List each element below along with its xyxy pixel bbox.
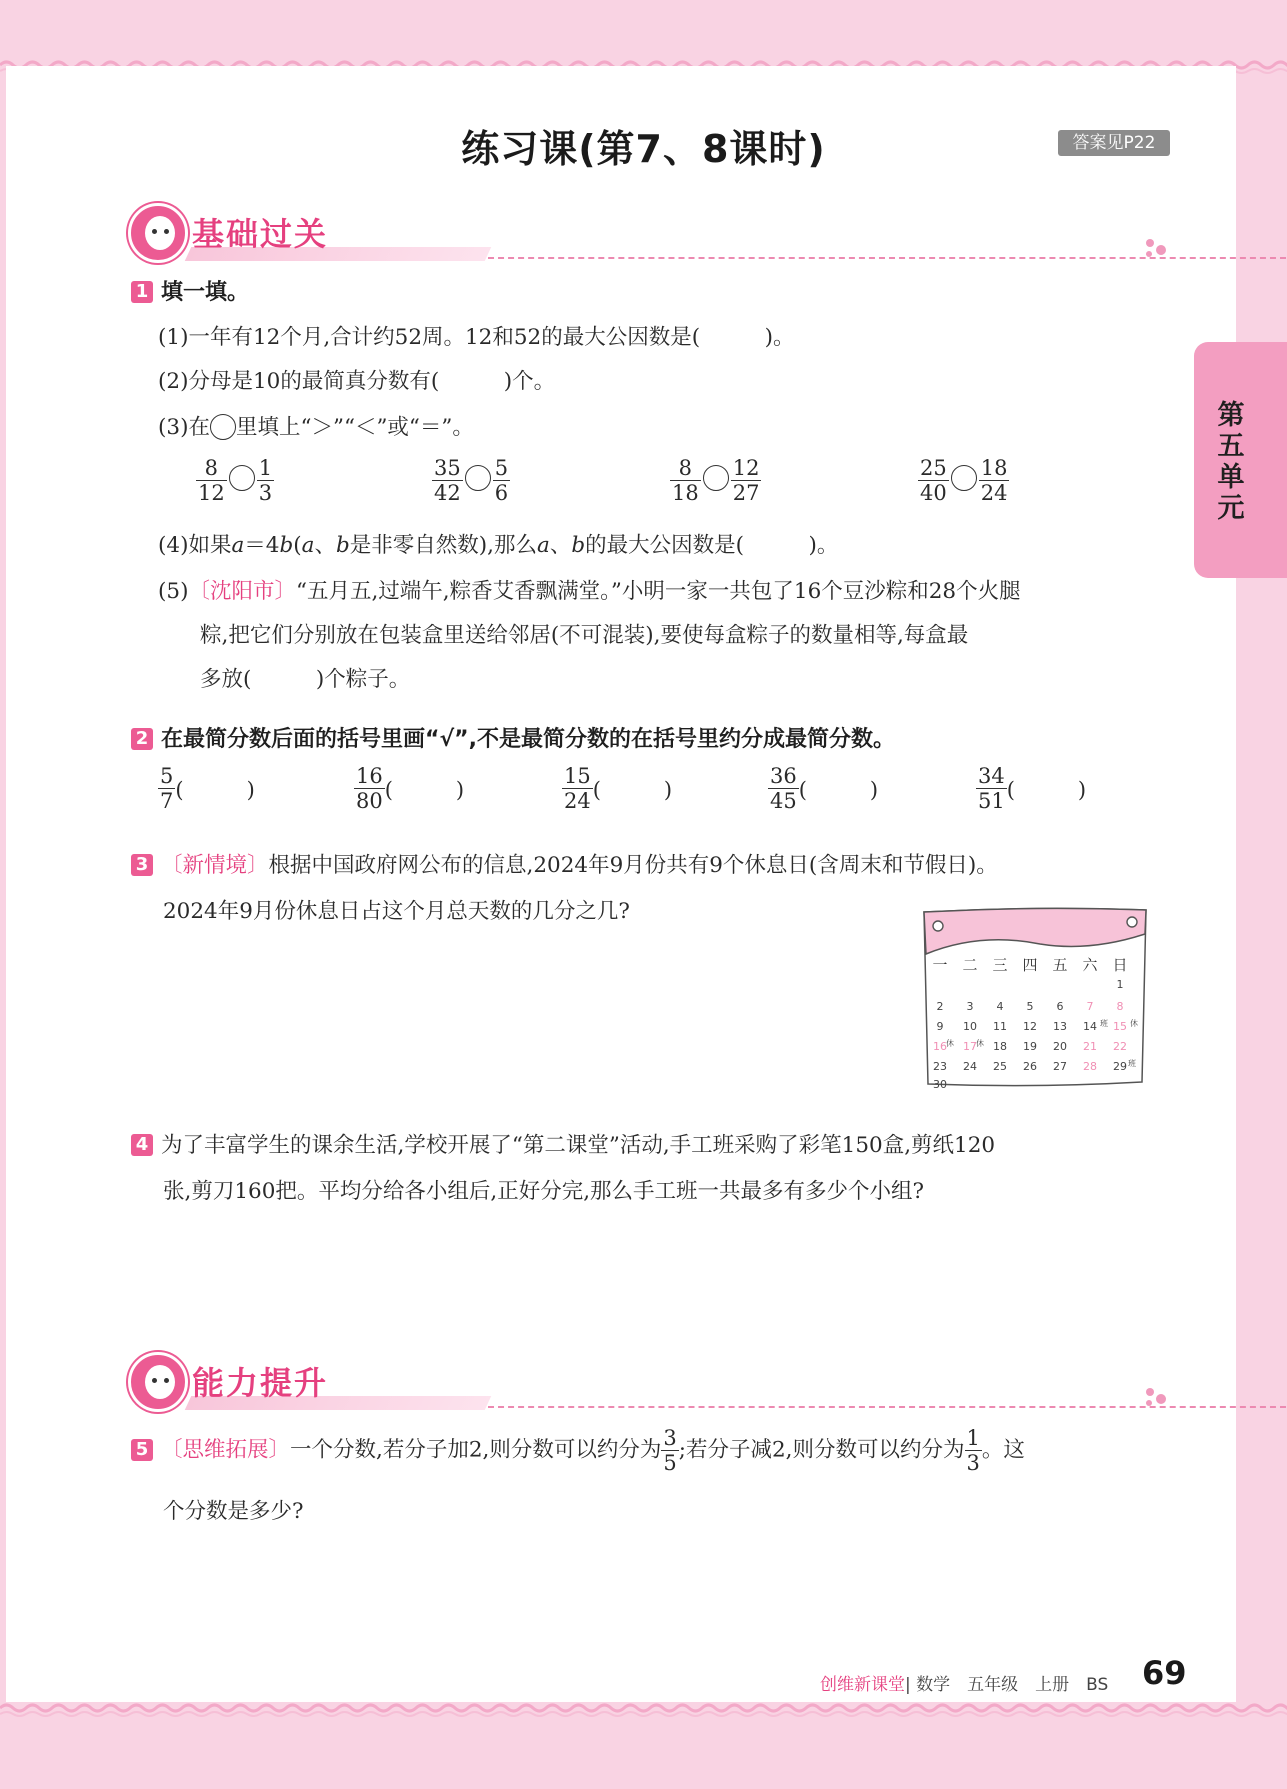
- question-number: 5: [131, 1439, 153, 1461]
- question-3-line-1: 3 〔新情境〕根据中国政府网公布的信息,2024年9月份共有9个休息日(含周末和节假日)。: [131, 848, 998, 879]
- q1-item-1: (1)一年有12个月,合计约52周。12和52的最大公因数是( )。: [158, 325, 795, 350]
- calendar-mark: 休: [946, 1039, 954, 1048]
- comparison-1: $\frac{8}{12}$ $\frac{1}{3}$: [198, 456, 273, 505]
- calendar-day: 11: [993, 1020, 1007, 1033]
- calendar-day: 26: [1023, 1060, 1037, 1073]
- calendar-day: 21: [1083, 1040, 1097, 1053]
- calendar-weekday: 三: [992, 956, 1008, 974]
- answer-parentheses[interactable]: ( ): [798, 777, 879, 802]
- calendar-day: 13: [1053, 1020, 1067, 1033]
- calendar-day: 9: [936, 1020, 944, 1033]
- compare-circle-icon: [210, 414, 236, 440]
- compare-circle-input[interactable]: [703, 465, 729, 491]
- thinking-tag: 〔思维拓展〕: [161, 1437, 291, 1463]
- calendar-ring-icon: [1127, 917, 1137, 927]
- calendar-mark: 班: [1128, 1059, 1136, 1068]
- calendar-day: 29: [1113, 1060, 1127, 1073]
- answer-reference-badge: 答案见P22: [1058, 130, 1170, 156]
- page-title: 练习课(第7、8课时): [461, 127, 826, 171]
- calendar-day: 10: [963, 1020, 977, 1033]
- calendar-mark: 班: [1100, 1019, 1108, 1028]
- question-1-header: [131, 275, 249, 306]
- boy-avatar-icon: [128, 1352, 188, 1412]
- calendar-weekday: 一: [932, 956, 948, 974]
- compare-circle-input[interactable]: [465, 465, 491, 491]
- section-dotted-rule: [488, 1406, 1286, 1408]
- answer-parentheses[interactable]: ( ): [384, 777, 465, 802]
- q1-item-2: (2)分母是10的最简真分数有( )个。: [158, 369, 556, 394]
- q2-fraction-2: $\frac{16}{80}$ ( ): [356, 764, 465, 813]
- calendar-day: 30: [933, 1078, 947, 1091]
- section-dotted-rule: [488, 257, 1286, 259]
- question-1-instruction: 填一填。: [161, 280, 250, 305]
- question-2-instruction: 在最简分数后面的括号里画“√”,不是最简分数的在括号里约分成最简分数。: [161, 727, 895, 752]
- page-number: 69: [1142, 1654, 1187, 1692]
- calendar-day: 25: [993, 1060, 1007, 1073]
- question-number: 1: [131, 281, 153, 303]
- calendar-day: 2: [936, 1000, 944, 1013]
- calendar-day: 3: [966, 1000, 974, 1013]
- region-tag: 〔沈阳市〕: [188, 579, 296, 604]
- unit-side-tab: [1194, 342, 1287, 578]
- calendar-day: 20: [1053, 1040, 1067, 1053]
- q1-item-4: (4)如果a＝4b(a、b是非零自然数),那么a、b的最大公因数是( )。: [158, 533, 839, 558]
- unit-side-tab-label: 第五单元: [1217, 400, 1245, 524]
- calendar-day: 22: [1113, 1040, 1127, 1053]
- calendar-day: 24: [963, 1060, 977, 1073]
- calendar-day: 7: [1086, 1000, 1094, 1013]
- answer-parentheses[interactable]: ( ): [175, 777, 255, 802]
- question-3-line-2: 2024年9月份休息日占这个月总天数的几分之几?: [163, 899, 630, 924]
- calendar-day: 28: [1083, 1060, 1097, 1073]
- calendar-ring-icon: [933, 921, 943, 931]
- question-4-line-2: 张,剪刀160把。平均分给各小组后,正好分完,那么手工班一共最多有多少个小组?: [163, 1179, 925, 1204]
- question-number: 4: [131, 1134, 153, 1156]
- calendar-day: 23: [933, 1060, 947, 1073]
- calendar-illustration: [920, 904, 1150, 1094]
- calendar-day: 14: [1083, 1020, 1097, 1033]
- q2-fraction-4: $\frac{36}{45}$ ( ): [770, 764, 879, 813]
- section-title-basic: 基础过关: [192, 215, 329, 253]
- comparison-3: $\frac{8}{18}$ $\frac{12}{27}$: [672, 456, 760, 505]
- footer-book-info: [820, 1670, 1108, 1695]
- calendar-day: 18: [993, 1040, 1007, 1053]
- q1-item-5-line-3: 多放( )个粽子。: [200, 667, 411, 692]
- calendar-day: 16: [933, 1040, 947, 1053]
- calendar-weekday: 六: [1082, 956, 1098, 974]
- compare-circle-input[interactable]: [229, 465, 255, 491]
- q2-fraction-3: $\frac{15}{24}$ ( ): [564, 764, 673, 813]
- question-4-line-1: 4 为了丰富学生的课余生活,学校开展了“第二课堂”活动,手工班采购了彩笔150盒,剪纸120: [131, 1128, 995, 1159]
- answer-parentheses[interactable]: ( ): [592, 777, 673, 802]
- compare-circle-input[interactable]: [951, 465, 977, 491]
- q1-item-3: (3)在 里填上“＞”“＜”或“＝”。: [158, 415, 474, 440]
- q2-fraction-5: $\frac{34}{51}$ ( ): [978, 764, 1087, 813]
- section-header-advanced: [128, 1352, 1158, 1412]
- calendar-day: 4: [996, 1000, 1004, 1013]
- calendar-mark: 休: [976, 1039, 984, 1048]
- section-title-advanced: 能力提升: [192, 1364, 329, 1402]
- question-5-line-1: 5 〔思维拓展〕一个分数,若分子加2,则分数可以约分为 $\frac{3}{5}$ ;若分子减2,则分数可以约分为 $\frac{1}{3}$ 。这: [131, 1426, 1025, 1475]
- calendar-day: 5: [1026, 1000, 1034, 1013]
- calendar-day: 6: [1056, 1000, 1064, 1013]
- calendar-day: 1: [1116, 978, 1124, 991]
- q2-fraction-1: $\frac{5}{7}$ ( ): [160, 764, 255, 813]
- answer-parentheses[interactable]: ( ): [1006, 777, 1087, 802]
- question-2-header: [131, 722, 895, 753]
- footer-subject: | 数学 五年级 上册 BS: [905, 1675, 1109, 1695]
- calendar-day: 8: [1116, 1000, 1124, 1013]
- footer-brand: 创维新课堂: [820, 1675, 905, 1695]
- calendar-weekday: 二: [962, 956, 978, 974]
- calendar-day: 27: [1053, 1060, 1067, 1073]
- question-number: 2: [131, 728, 153, 750]
- calendar-weekday: 四: [1022, 956, 1038, 974]
- comparison-2: $\frac{35}{42}$ $\frac{5}{6}$: [434, 456, 509, 505]
- question-number: 3: [131, 854, 153, 876]
- comparison-4: $\frac{25}{40}$ $\frac{18}{24}$: [920, 456, 1008, 505]
- question-5-line-2: 个分数是多少?: [163, 1499, 304, 1524]
- calendar-day: 15: [1113, 1020, 1127, 1033]
- calendar-weekday: 日: [1112, 956, 1128, 974]
- calendar-mark: 休: [1130, 1019, 1138, 1028]
- section-header-basic: [128, 203, 1158, 263]
- q1-item-5-line-2: 粽,把它们分别放在包装盒里送给邻居(不可混装),要使每盒粽子的数量相等,每盒最: [200, 623, 969, 648]
- context-tag: 〔新情境〕: [161, 853, 269, 878]
- girl-avatar-icon: [128, 203, 188, 263]
- calendar-day: 17: [963, 1040, 977, 1053]
- q1-item-5-line-1: (5)〔沈阳市〕“五月五,过端午,粽香艾香飘满堂。”小明一家一共包了16个豆沙粽和28个火腿: [158, 579, 1021, 604]
- calendar-day: 12: [1023, 1020, 1037, 1033]
- calendar-day: 19: [1023, 1040, 1037, 1053]
- calendar-weekday: 五: [1052, 956, 1068, 974]
